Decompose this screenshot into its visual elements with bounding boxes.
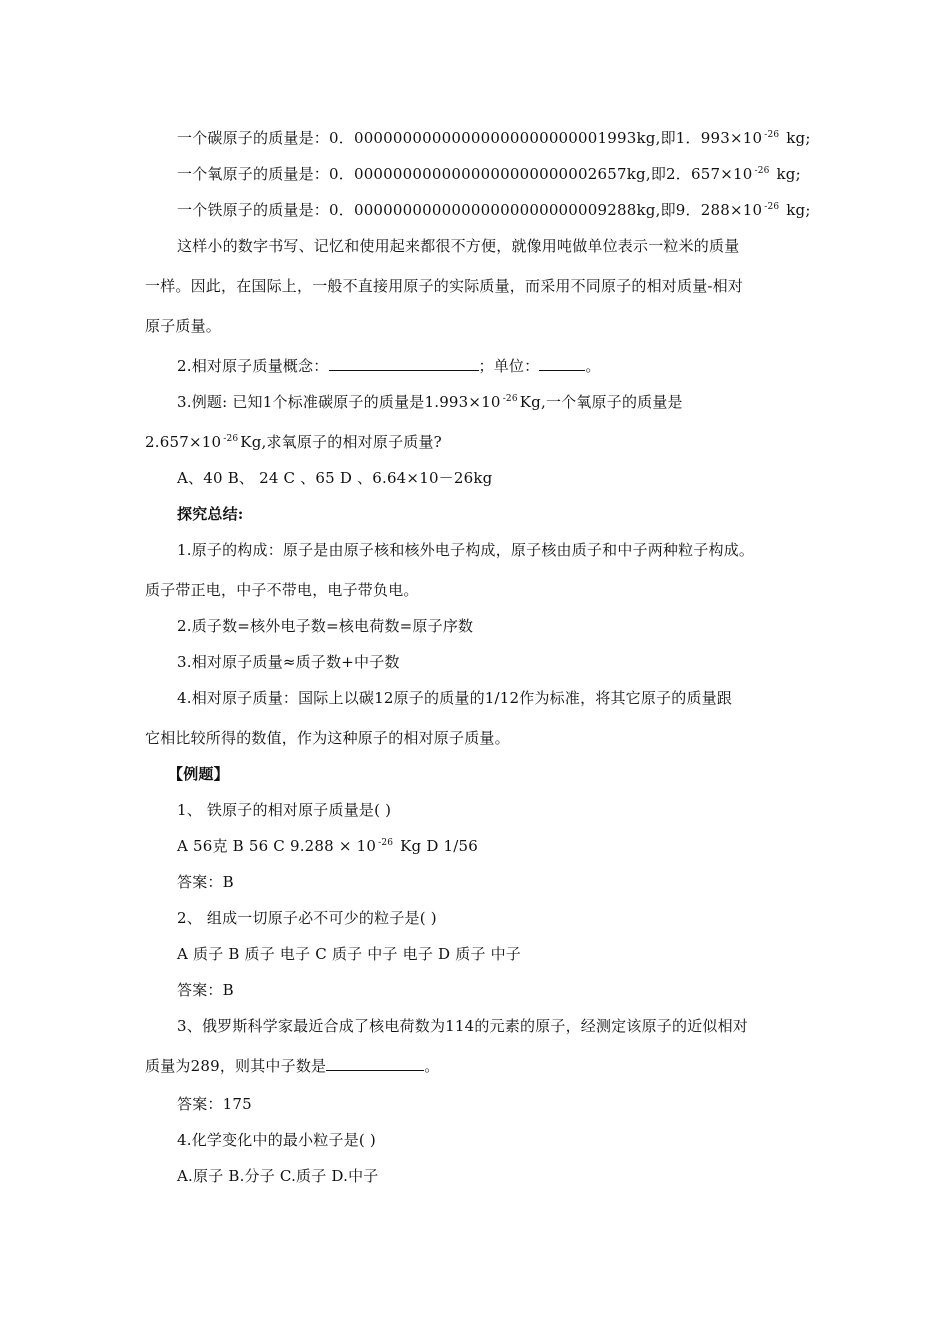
exponent: -26	[754, 166, 770, 176]
fill-blank	[539, 356, 585, 371]
exponent: -26	[378, 838, 394, 848]
question-2-unit-label: ；单位：	[478, 357, 540, 375]
example-2-options: A 质子 B 质子 电子 C 质子 中子 电子 D 质子 中子	[177, 945, 522, 963]
punctuation: 。	[424, 1057, 440, 1075]
example-1-options-text: Kg D 1/56	[395, 837, 479, 855]
paragraph-line: 一样。因此，在国际上，一般不直接用原子的实际质量，而采用不同原子的相对质量-相对	[145, 277, 744, 295]
fill-blank	[329, 356, 479, 371]
example-1-options	[177, 836, 478, 856]
question-3-line-1	[177, 392, 683, 412]
examples-heading: 【例题】	[168, 765, 229, 783]
question-3-options: A、40 B、 24 C 、65 D 、6.64×10－26kg	[177, 469, 493, 487]
punctuation: 。	[585, 357, 601, 375]
summary-point-2: 2.质子数=核外电子数=核电荷数=原子序数	[177, 617, 474, 635]
unit-text: kg;	[781, 201, 811, 219]
summary-point-1: 1.原子的构成：原子是由原子核和核外电子构成，原子核由质子和中子两种粒子构成。	[177, 541, 755, 559]
question-2	[177, 356, 601, 376]
exponent: -26	[223, 434, 239, 444]
example-4-options: A.原子 B.分子 C.质子 D.中子	[177, 1167, 379, 1185]
example-3-answer: 答案：175	[177, 1095, 252, 1113]
oxygen-mass-line	[177, 164, 801, 184]
iron-mass-line	[177, 200, 811, 220]
fill-blank	[326, 1056, 424, 1071]
carbon-mass-text: 一个碳原子的质量是：0．00000000000000000000000001993kg,即1．993×10	[177, 129, 763, 147]
example-2-answer: 答案：B	[177, 981, 234, 999]
unit-text: kg;	[781, 129, 811, 147]
paragraph-line: 这样小的数字书写、记忆和使用起来都很不方便，就像用吨做单位表示一粒米的质量	[177, 237, 740, 255]
oxygen-mass-text: 一个氧原子的质量是：0．0000000000000000000000002657kg,即2．657×10	[177, 165, 753, 183]
question-3-text: Kg,一个氧原子的质量是	[519, 393, 683, 411]
example-3-question-cont	[145, 1056, 439, 1076]
summary-point-3: 3.相对原子质量≈质子数+中子数	[177, 653, 400, 671]
exponent: -26	[764, 202, 780, 212]
example-3-text: 质量为289，则其中子数是	[145, 1057, 327, 1075]
exponent: -26	[764, 130, 780, 140]
example-3-question: 3、俄罗斯科学家最近合成了核电荷数为114的元素的原子，经测定该原子的近似相对	[177, 1017, 748, 1035]
question-3-line-2	[145, 432, 442, 452]
question-3-text: 3.例题: 已知1个标准碳原子的质量是1.993×10	[177, 393, 501, 411]
summary-point-1-cont: 质子带正电，中子不带电，电子带负电。	[145, 581, 419, 599]
question-3-text: 2.657×10	[145, 433, 222, 451]
exponent: -26	[502, 394, 518, 404]
summary-point-4: 4.相对原子质量：国际上以碳12原子的质量的1/12作为标准，将其它原子的质量跟	[177, 689, 733, 707]
example-1-question: 1、 铁原子的相对原子质量是( )	[177, 801, 392, 819]
unit-text: kg;	[771, 165, 801, 183]
paragraph-line: 原子质量。	[145, 317, 222, 335]
example-1-answer: 答案：B	[177, 873, 234, 891]
question-2-text: 2.相对原子质量概念：	[177, 357, 329, 375]
iron-mass-text: 一个铁原子的质量是：0．00000000000000000000000009288kg,即9．288×10	[177, 201, 763, 219]
summary-heading: 探究总结:	[177, 505, 244, 523]
example-4-question: 4.化学变化中的最小粒子是( )	[177, 1131, 376, 1149]
question-3-text: Kg,求氧原子的相对原子质量?	[240, 433, 442, 451]
example-2-question: 2、 组成一切原子必不可少的粒子是( )	[177, 909, 437, 927]
example-1-options-text: A 56克 B 56 C 9.288 × 10	[177, 837, 377, 855]
carbon-mass-line	[177, 128, 811, 148]
summary-point-4-cont: 它相比较所得的数值，作为这种原子的相对原子质量。	[145, 729, 510, 747]
